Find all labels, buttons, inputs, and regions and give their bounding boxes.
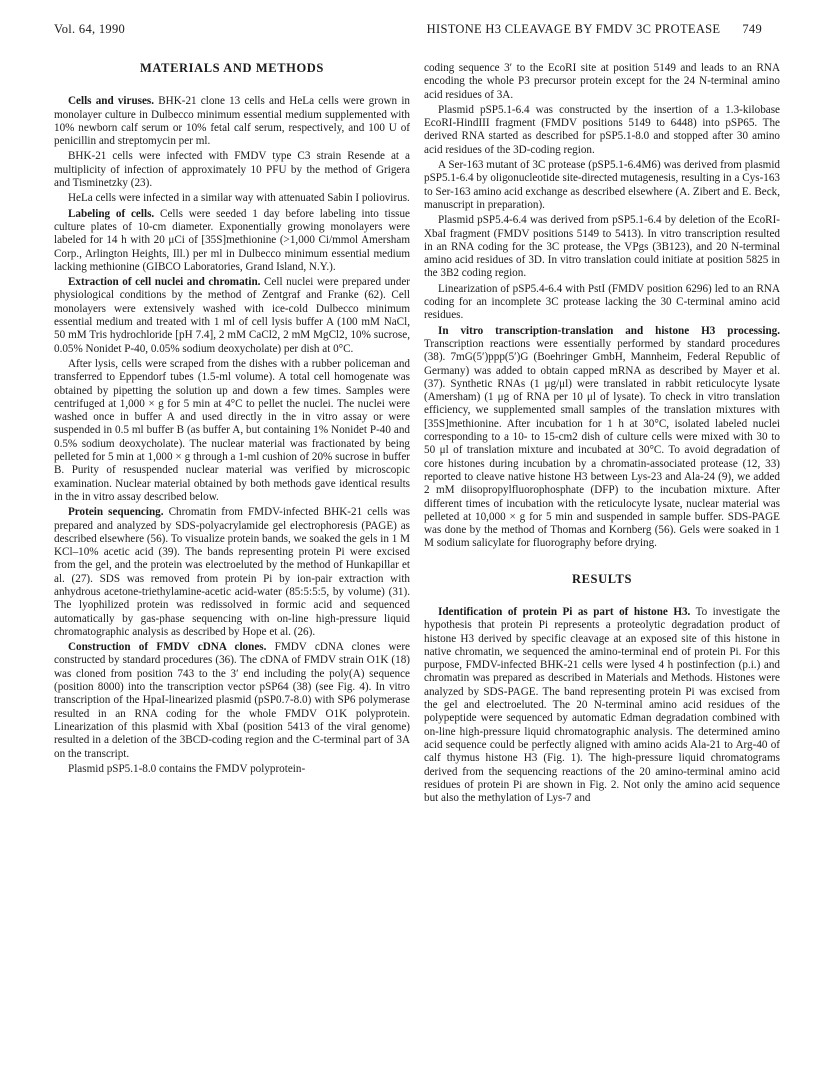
paragraph: A Ser-163 mutant of 3C protease (pSP5.1-6.4M6) was derived from plasmid pSP5.1-6.4 by oligonucleotide site-directed mutagenesis, resulting in a Cys-163 to Ser-163 amino acid exchange as described elsewhere (A. Zibert and E. Beck, manuscript in preparation). <box>424 159 780 211</box>
paragraph: coding sequence 3′ to the EcoRI site at position 5149 and leads to an RNA encoding the whole P3 precursor protein except for the 24 N-terminal amino acid residues of 3A. <box>424 62 780 101</box>
paragraph: Linearization of pSP5.4-6.4 with PstI (FMDV position 6296) led to an RNA coding for an incomplete 3C protease lacking the 30 C-terminal amino acid residues. <box>424 282 780 322</box>
section-title-results: RESULTS <box>571 571 633 586</box>
paragraph-text: To investigate the hypothesis that protein Pi represents a proteolytic degradation product of histone H3 derived by specific cleavage at an exposed site of this histone in native chromatin, we sequenced the amino-terminal end of protein Pi. For this purpose, FMDV-infected BHK-21 cells were lysed 4 h postinfection (p.i.) and chromatin was prepared as described in Materials and Methods. Histones were analyzed by SDS-PAGE. The band representing protein Pi was excised from the gel and electroeluted. The 20 N-terminal amino acid residues of the polypeptide were sequenced by automatic Edman degradation combined with on-line high-pressure liquid chromatographic analysis. The determined amino acid sequence could be perfectly aligned with amino acids Ala-21 to Arg-40 of calf thymus histone H3 (Fig. 1). The high-pressure liquid chromatograms derived from the sequencing reactions of the 20 amino-terminal amino acid residues of protein Pi are shown in Fig. 2. Not only the amino acid sequence but also the methylation of Lys-7 and <box>424 605 781 805</box>
left-column <box>54 62 410 776</box>
paragraph: Plasmid pSP5.1-8.0 contains the FMDV polyprotein- <box>68 762 306 775</box>
paragraph-text: Cells were seeded 1 day before labeling into tissue culture plates of 10-cm diameter. Exponentially growing monolayers were labeled for 14 h with 20 μCi of [35S]methionine (>1,000 Ci/mmol Amersham Corp., Arlington Heights, Ill.) per ml in Dulbecco minimum essential medium lacking methionine (GIBCO Laboratories, Grand Island, N.Y.). <box>54 207 411 273</box>
run-in-heading: In vitro transcription-translation and histone H3 processing. <box>438 324 780 337</box>
paragraph <box>54 641 410 761</box>
right-column <box>424 62 780 805</box>
paragraph <box>54 276 410 356</box>
paragraph: Plasmid pSP5.4-6.4 was derived from pSP5.1-6.4 by deletion of the EcoRI-XbaI fragment (FMDV positions 5149 to 5413). In vitro transcription resulted in an RNA coding for the 3C protease, the VPgs (3B123), and 20 N-terminal amino acid residues of 3D. In vitro translation could initiate at position 5825 in the 3B2 coding region. <box>424 214 780 280</box>
run-in-heading: Labeling of cells. <box>68 207 155 220</box>
paragraph <box>424 325 780 551</box>
running-title: HISTONE H3 CLEAVAGE BY FMDV 3C PROTEASE <box>426 22 721 36</box>
run-in-heading: Construction of FMDV cDNA clones. <box>68 641 267 654</box>
run-in-heading: Extraction of cell nuclei and chromatin. <box>68 276 261 289</box>
paragraph <box>54 208 410 274</box>
run-in-heading: Protein sequencing. <box>68 506 164 519</box>
paragraph-text: Cell nuclei were prepared under physiological conditions by the method of Zentgraf and Franke (62). Cell monolayers were extensively washed with ice-cold Dulbecco minimum essential medium and treated with 1 ml of cell lysis buffer A (100 mM NaCl, 50 mM Tris hydrochloride [pH 7.4], 2 mM CaCl2, 2 mM MgCl2, 10% sucrose, 0.05% Nonidet P-40, 0.05% sodium deoxycholate) per dish at 0°C. <box>54 276 410 355</box>
run-in-heading: Identification of protein Pi as part of histone H3. <box>438 605 691 618</box>
paragraph <box>54 506 410 639</box>
paragraph: Plasmid pSP5.1-6.4 was constructed by the insertion of a 1.3-kilobase EcoRI-HindIII fragment (FMDV positions 5149 to 6448) into pSP65. The derived RNA started as described for pSP5.1-8.0 and stopped after 30 amino acid residues of the 3D-coding region. <box>424 103 780 156</box>
paragraph: After lysis, cells were scraped from the dishes with a rubber policeman and transferred to Eppendorf tubes (1.5-ml volume). A total cell homogenate was obtained by pipetting the solution up and down a few times. Samples were centrifuged at 1,000 × g for 5 min at 4°C to pellet the nuclei. The nuclei were washed once in buffer A and used directly in the in vitro assay or were suspended in 0.5 ml buffer B (as buffer A, but containing 1% Nonidet P-40 and 0.5% sodium deoxycholate). The nuclear material was fractionated by being pelleted for 5 min at 1,000 × g through a 1-ml cushion of 20% sucrose in buffer B. Purity of resuspended nuclear material was verified by microscopic examination. Nuclear material obtained by both methods gave identical results in the in vitro assay described below. <box>54 357 410 503</box>
paragraph-text: FMDV cDNA clones were constructed by standard procedures (36). The cDNA of FMDV strain O1K (18) was cloned from position 743 to the 3′ end including the poly(A) sequence (position 8000) into the transcription vector pSP64 (38) (see Fig. 4). In vitro transcription of the HpaI-linearized plasmid (pSP0.7-8.0) with SP6 polymerase resulted in an RNA coding for the whole FMDV O1K polyprotein. Linearization of this plasmid with XbaI (position 5413 of the viral genome) resulted in a deletion of the 3BCD-coding region and the C-terminal part of 3A on the transcript. <box>54 641 410 760</box>
paragraph-text: Transcription reactions were essentially performed by standard procedures (38). 7mG(5′)ppp(5′)G (Boehringer GmbH, Mannheim, Federal Republic of Germany) was added to obtain capped mRNA as described by Mayer et al. (37). Synthetic RNAs (1 μg/μl) were translated in rabbit reticulocyte lysate (Amersham) (1 μg of RNA per 10 μl of lysate). To check in vitro translation efficiency, we supplemented small samples of the translation mixtures with [35S]methionine. After incubation for 1 h at 30°C, isolated labeled nuclei corresponding to a 10- to 15-cm2 dish of culture cells were mixed with 30 to 50 μl of translation mixture and incubated at 30°C. To avoid degradation of core histones during incubation by a chromatin-associated protease (12, 33) reported to cleave native histone H3 between Lys-23 and Ala-24 (9), we added 2 mM diisopropylfluorophosphate (DFP) to the incubation mixture. After different times of incubation with the reticulocyte lysate, nuclear material was pelleted at 10,000 × g for 5 min and suspended in sample buffer. SDS-PAGE was done by the method of Thomas and Kornberg (56). Gels were soaked in 1 M sodium salicylate for fluorography before drying. <box>424 337 780 550</box>
paragraph-text: BHK-21 clone 13 cells and HeLa cells were grown in monolayer culture in Dulbecco minimum essential medium supplemented with 10% newborn calf serum or 10% fetal calf serum, respectively, and 100 U of penicillin and streptomycin per ml. <box>54 95 410 148</box>
paragraph-text: Chromatin from FMDV-infected BHK-21 cells was prepared and analyzed by SDS-polyacrylamide gel electrophoresis (PAGE) as described elsewhere (56). To visualize protein bands, we soaked the gels in 1 M KCl–10% acetic acid (39). The bands representing protein Pi were excised from the gel, and the protein was electroeluted by the method of Hunkapillar et al. (27). SDS was removed from protein Pi by ion-pair extraction with anhydrous acetone-triethylamine-acetic acid-water (85:5:5:5, by volume) (31). The lyophilized protein was redissolved in formic acid and sequenced automatically by gas-phase sequencing with on-line high-pressure liquid chromatographic analysis as described by Hope et al. (26). <box>54 506 410 638</box>
journal-volume: Vol. 64, 1990 <box>54 22 126 36</box>
paragraph <box>54 95 410 148</box>
paragraph <box>424 606 780 805</box>
paragraph: BHK-21 cells were infected with FMDV type C3 strain Resende at a multiplicity of infection of approximately 10 PFU by the method of Grigera and Tisminetzky (23). <box>54 150 410 190</box>
page-number: 749 <box>742 22 762 36</box>
run-in-heading: Cells and viruses. <box>68 95 155 108</box>
section-title-materials-methods: MATERIALS AND METHODS <box>140 61 324 75</box>
running-header <box>54 22 762 42</box>
paragraph: HeLa cells were infected in a similar way with attenuated Sabin I poliovirus. <box>68 192 410 205</box>
